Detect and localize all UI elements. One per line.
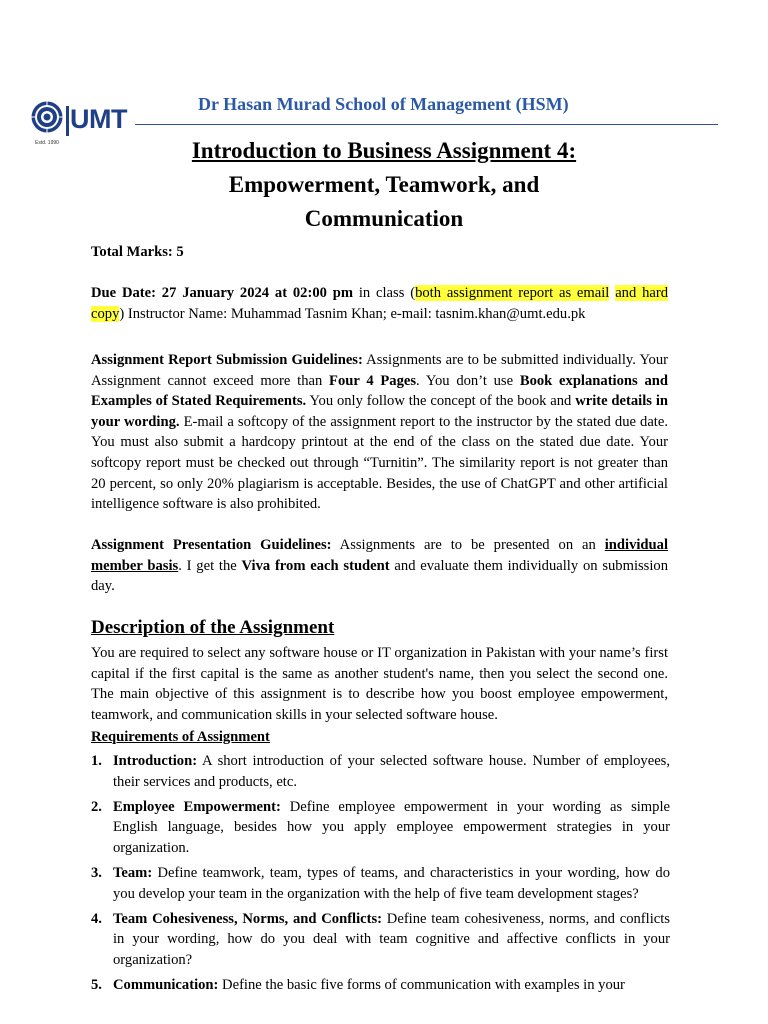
list-item-text: Define employee empowerment in your wording as simple English language, besides how you apply employee empowerment strategies in your organization. (113, 798, 670, 856)
list-item (91, 751, 670, 792)
list-number: 5. (91, 976, 102, 993)
presentation-bold-1: Viva from each student (241, 557, 390, 574)
title-line-2: Empowerment, Teamwork, and (228, 172, 540, 197)
report-guidelines-paragraph (91, 350, 668, 515)
logo-established: Estd. 1990 (35, 140, 59, 146)
title-line-1: Introduction to Business Assignment 4: (191, 138, 577, 163)
report-text-4: E-mail a softcopy of the assignment report to the instructor by the stated due date. You must also submit a hardcopy printout at the end of the class on the stated due date. Your softcopy report must be checked out through “Turnitin”. The similarity report is not greater than 20 percent, so only 20% plagiarism is acceptable. Besides, the use of ChatGPT and other artificial intelligence software is also prohibited. (91, 413, 668, 513)
title-line-3: Communication (304, 206, 464, 231)
list-number: 2. (91, 798, 102, 815)
list-item-text: Define teamwork, team, types of teams, and characteristics in your wording, how do you develop your team in the organization with the help of five team development stages? (113, 864, 670, 902)
list-item (91, 797, 670, 859)
report-text-2: . You don’t use (416, 372, 520, 389)
logo-divider (66, 106, 69, 136)
report-text-3: You only follow the concept of the book and (306, 393, 576, 410)
presentation-guidelines-label: Assignment Presentation Guidelines: (91, 537, 332, 553)
list-item (91, 863, 670, 904)
header-rule (135, 124, 718, 125)
list-item-label: Team: (113, 864, 153, 881)
list-item-label: Team Cohesiveness, Norms, and Conflicts: (113, 910, 383, 927)
list-item-text: Define the basic five forms of communication with examples in your (218, 976, 625, 993)
list-item (91, 909, 670, 971)
list-item-text: A short introduction of your selected software house. Number of employees, their services and products, etc. (113, 753, 670, 790)
description-body: You are required to select any software house or IT organization in Pakistan with your name’s first capital if the first capital is the same as another student's name, then you select the second one. The main objective of this assignment is to describe how you boost employee empowerment, teamwork, and communication skills in your selected software house. (91, 645, 668, 723)
presentation-text-1: Assignments are to be presented on an (331, 537, 605, 553)
list-number: 3. (91, 864, 102, 881)
logo-wordmark: UMT (70, 104, 127, 134)
due-date-paragraph (91, 283, 668, 324)
report-bold-3: write details in your wording. (91, 393, 668, 430)
description-heading: Description of the Assignment (91, 617, 335, 638)
presentation-text-3: and evaluate them individually on submission day. (91, 557, 669, 595)
report-bold-2: Book explanations and Examples of Stated Requirements. (91, 372, 668, 410)
total-marks (91, 242, 668, 263)
list-item-label: Communication: (113, 976, 219, 993)
due-text-1: in class ( (353, 285, 416, 301)
list-item (91, 975, 670, 996)
presentation-bold-underline-1: individual member basis (91, 537, 669, 574)
list-item-label: Introduction: (113, 753, 198, 769)
requirements-list (91, 751, 670, 1000)
due-text-2: ) Instructor Name: Muhammad Tasnim Khan; e-mail: tasnim.khan@umt.edu.pk (119, 305, 586, 322)
list-number: 4. (91, 910, 102, 927)
total-marks-text: Total Marks: 5 (91, 244, 184, 260)
due-highlight-1: both assignment report as email (415, 285, 610, 301)
list-number: 1. (91, 753, 102, 769)
list-item-text: Define team cohesiveness, norms, and conflicts in your wording, how do you deal with team cognitive and affective conflicts in your organization? (113, 910, 670, 968)
due-highlight-2: and hard copy (91, 285, 669, 322)
presentation-text-2: . I get the (178, 557, 242, 574)
presentation-guidelines-paragraph (91, 535, 668, 597)
report-bold-1: Four 4 Pages (329, 372, 417, 389)
report-guidelines-label: Assignment Report Submission Guidelines: (91, 352, 363, 368)
due-date: Due Date: 27 January 2024 at 02:00 pm (91, 285, 354, 301)
report-text-1: Assignments are to be submitted individually. Your Assignment cannot exceed more than (91, 352, 668, 389)
requirements-heading: Requirements of Assignment (91, 729, 270, 745)
school-name: Dr Hasan Murad School of Management (HSM) (198, 94, 569, 114)
list-item-label: Employee Empowerment: (113, 798, 281, 815)
